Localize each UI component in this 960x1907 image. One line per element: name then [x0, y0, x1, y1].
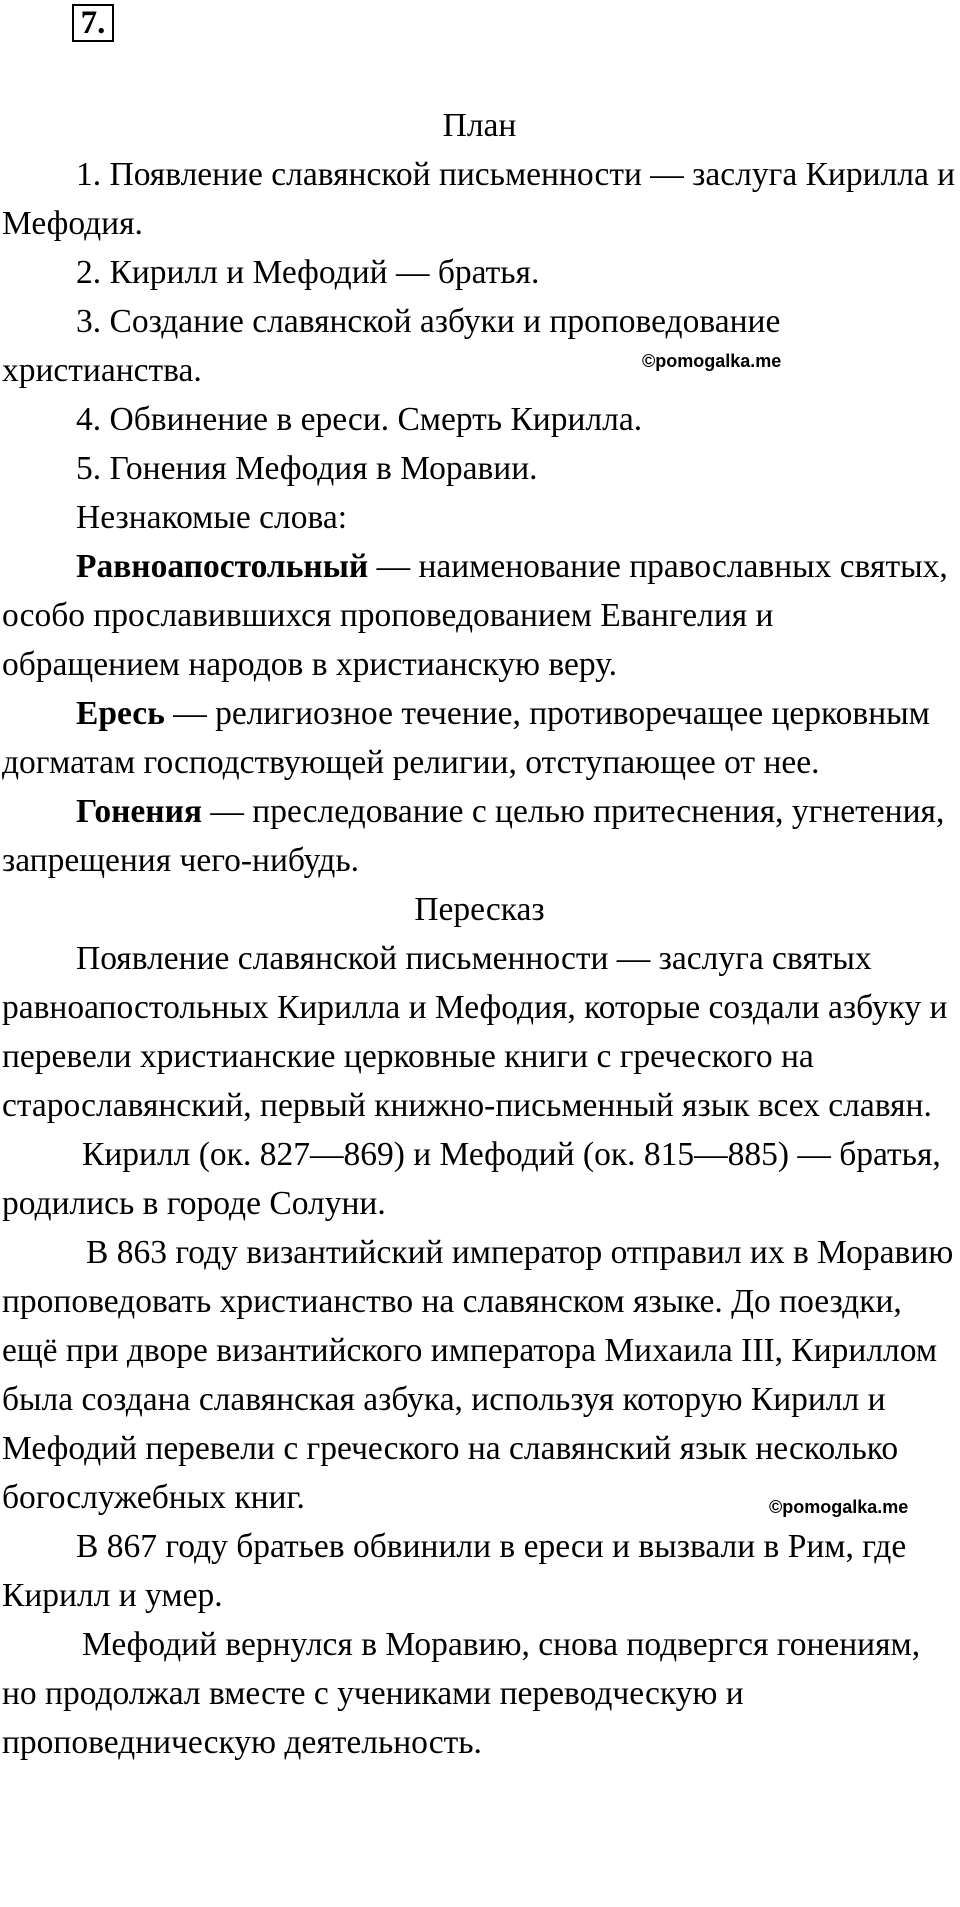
- glossary-entry: [2, 542, 957, 689]
- plan-item-2: 2. Кирилл и Мефодий — братья.: [76, 254, 540, 291]
- glossary-entry: [2, 787, 957, 885]
- retelling-paragraph: В 863 году византийский император отправил их в Моравию проповедовать христианство на славянском языке. До поездки, ещё при дворе византийского императора Михаила III, Кириллом была создана славянская азбука, используя которую Кирилл и Мефодий перевели с греческого на славянский язык несколько богослужебных книг.: [2, 1234, 954, 1516]
- glossary-term: Ересь: [76, 695, 165, 732]
- plan-item-5: 5. Гонения Мефодия в Моравии.: [76, 450, 538, 487]
- glossary-heading: Незнакомые слова:: [76, 499, 348, 536]
- plan-item-4: 4. Обвинение в ереси. Смерть Кирилла.: [76, 401, 643, 438]
- glossary-definition: — религиозное течение, противоречащее церковным догматам господствующей религии, отступающее от нее.: [2, 695, 930, 781]
- glossary-definition: — преследование с целью притеснения, угнетения, запрещения чего-нибудь.: [2, 793, 945, 879]
- glossary-definition: — наименование православных святых, особо прославившихся проповедованием Евангелия и обращением народов в христианскую веру.: [2, 548, 948, 683]
- retelling-paragraph: Мефодий вернулся в Моравию, снова подвергся гонениям, но продолжал вместе с учениками переводческую и проповедническую деятельность.: [2, 1626, 921, 1761]
- retelling-title: Пересказ: [414, 891, 545, 928]
- plan-title: План: [442, 107, 517, 144]
- plan-item-1: 1. Появление славянской письменности — заслуга Кирилла и Мефодия.: [2, 156, 956, 242]
- glossary-entry: [2, 689, 957, 787]
- retelling-paragraph: Кирилл (ок. 827—869) и Мефодий (ок. 815—885) — братья, родились в городе Солуни.: [2, 1136, 941, 1222]
- glossary-term: Равноапостольный: [76, 548, 369, 585]
- plan-item-3: 3. Создание славянской азбуки и проповедование христианства.: [2, 303, 781, 389]
- retelling-paragraph: Появление славянской письменности — заслуга святых равноапостольных Кирилла и Мефодия, которые создали азбуку и перевели христианские церковные книги с греческого на старославянский, первый книжно-письменный язык всех славян.: [2, 940, 948, 1124]
- task-number-badge: 7.: [72, 4, 114, 42]
- watermark: ©pomogalka.me: [769, 1497, 909, 1517]
- retelling-paragraph: В 867 году братьев обвинили в ереси и вызвали в Рим, где Кирилл и умер.: [2, 1528, 907, 1614]
- glossary-term: Гонения: [76, 793, 203, 830]
- watermark: ©pomogalka.me: [642, 351, 782, 371]
